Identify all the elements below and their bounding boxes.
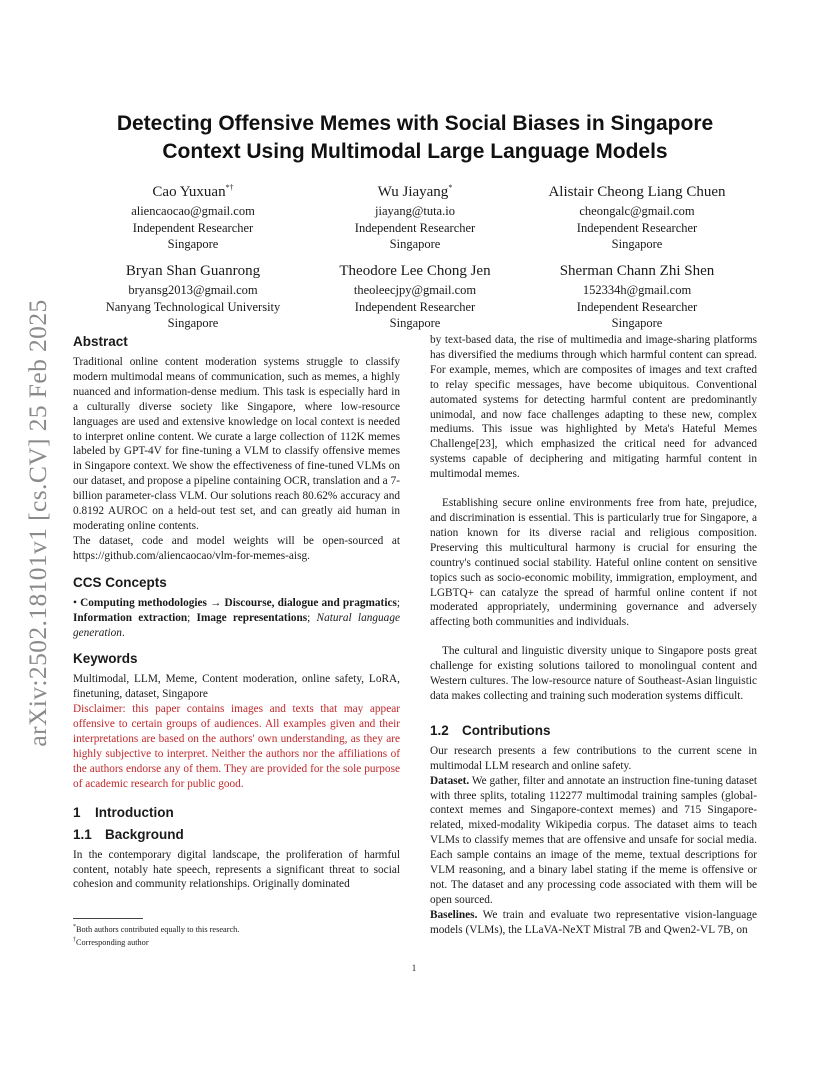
keywords-text: Multimodal, LLM, Meme, Content moderation, online safety, LoRA, finetuning, dataset, Singapore	[73, 673, 400, 701]
ccs-term: Computing methodologies	[80, 596, 207, 609]
arxiv-identifier-text: arXiv:2502.18101v1 [cs.CV] 25 Feb 2025	[23, 298, 52, 747]
baselines-paragraph	[430, 908, 757, 938]
author-affiliation: Nanyang Technological University	[105, 299, 281, 314]
ccs-term: Discourse, dialogue and pragmatics	[224, 596, 397, 609]
keywords-heading: Keywords	[73, 651, 138, 667]
footnote-mark: *	[73, 924, 76, 930]
author-affiliation: Independent Researcher	[354, 220, 476, 235]
background-paragraph-3: The cultural and linguistic diversity unique to Singapore posts great challenge for existing solutions tailored to monolingual content and Western cultures. The low-resource nature of Southeast-Asian linguistic data makes collecting and training such moderation systems difficult.	[430, 645, 757, 702]
author-email[interactable]: 152334h@gmail.com	[582, 283, 692, 297]
author-email[interactable]: cheongalc@gmail.com	[579, 204, 695, 218]
subsection-title: Background	[105, 826, 184, 842]
left-column	[73, 333, 400, 892]
footnote-corresponding-author	[73, 935, 400, 948]
baselines-label: Baselines.	[430, 908, 478, 921]
subsection-number: 1.1	[73, 826, 92, 842]
author-name: Sherman Chann Zhi Shen	[559, 263, 715, 279]
background-paragraph-2: Establishing secure online environments free from hate, prejudice, and discrimination is essential. This is particularly true for Singapore, a nation known for its diverse racial and religious composition. Preserving this multicultural harmony is crucial for ensuring the country's continued social stability. Hateful online content on sensitive topics such as socio-economic mobility, immigration, employment, and LGBTQ+ can catalyze the spread of harmful online content if not moderated appropriately, undermining governance and adversely affecting both communities and individuals.	[430, 497, 757, 629]
author-affiliation: Independent Researcher	[576, 299, 698, 314]
disclaimer-text: Disclaimer: this paper contains images and texts that may appear offensive to certain groups of audiences. All examples given and their interpretations are based on the authors' own understanding, as they are highly subjective to interpret. Neither the authors nor the affiliations of the authors endorse any of them. They are provided for the sole purpose of academic research for public good.	[73, 703, 400, 790]
paper-title	[90, 110, 740, 166]
author-country: Singapore	[611, 316, 663, 330]
subsection-number: 1.2	[430, 722, 449, 738]
author-country: Singapore	[167, 237, 219, 251]
author-name: Cao Yuxuan	[152, 184, 226, 200]
author-card	[302, 256, 528, 332]
author-country: Singapore	[389, 237, 441, 251]
author-name: Bryan Shan Guanrong	[125, 263, 261, 279]
author-mark: *	[448, 183, 453, 192]
footnotes	[73, 918, 400, 948]
ccs-concepts	[73, 596, 400, 641]
author-card	[80, 177, 306, 253]
author-name: Wu Jiayang	[377, 184, 449, 200]
dataset-paragraph	[430, 774, 757, 908]
dataset-text: We gather, filter and annotate an instruction fine-tuning dataset with three splits, totaling 112277 multimodal training samples (global-context memes and Singapore-context memes) and 715 Singapore-related, mixed-modality Wikipedia corpus. The dataset aims to teach VLMs to classify memes that are offensive and unsafe for social media. Each sample contains an image of the meme, textual descriptions for VLM reasoning, and a binary label stating if the meme is offensive or not. The dataset and any processing code associated with them will be open sourced.	[430, 774, 757, 906]
author-country: Singapore	[611, 237, 663, 251]
arxiv-identifier	[18, 285, 58, 760]
ccs-arrow: →	[210, 596, 222, 609]
ccs-separator: ;	[187, 611, 197, 624]
right-column	[430, 333, 757, 938]
ccs-term: Information extraction	[73, 611, 188, 624]
abstract-paragraph: Traditional online content moderation systems struggle to classify modern multimodal means of communication, such as memes, a highly nuanced and information-dense medium. This task is especially hard in a culturally diverse society like Singapore, where low-resource languages are used and extensive knowledge on local context is needed to interpret online content. We curate a large collection of 112K memes labeled by GPT-4V for fine-tuning a VLM to classify offensive memes in Singapore context. We show the effectiveness of fine-tuned VLMs on our dataset, and propose a pipeline containing OCR, translation and a 7-billion parameter-class VLM. Our solutions reach 80.62% accuracy and 0.8192 AUROC on a held-out test set, and can greatly aid human in moderating online contents.	[73, 356, 400, 532]
section-title: Introduction	[95, 804, 174, 820]
abstract-availability: The dataset, code and model weights will be open-sourced at https://github.com/aliencaocao/vlm-for-memes-aisg.	[73, 534, 400, 562]
background-continued-paragraph: by text-based data, the rise of multimedia and image-sharing platforms has diversified the mediums through which harmful content can spread. For example, memes, which are composites of images and text crafted to relay specific messages, have become ubiquitous. Conventional automated systems for detecting harmful content are predominantly unimodal, and now face challenges adapting to these new, complex mediums. This issue was highlighted by Meta's Hateful Memes Challenge[23], which emphasized the critical need for advanced systems capable of deciphering and mitigating harmful content in multimodal memes.	[430, 334, 757, 481]
author-country: Singapore	[167, 316, 219, 330]
dataset-label: Dataset.	[430, 774, 470, 787]
title-line-1: Detecting Offensive Memes with Social Biases in Singapore	[116, 112, 714, 135]
ccs-separator: ;	[396, 596, 401, 609]
author-email[interactable]: bryansg2013@gmail.com	[128, 283, 258, 297]
page-number: 1	[411, 963, 417, 973]
background-heading	[73, 826, 400, 844]
author-affiliation: Independent Researcher	[132, 220, 254, 235]
ccs-end: .	[121, 626, 125, 639]
ccs-separator: ;	[307, 611, 317, 624]
ccs-term: Natural language generation	[73, 611, 400, 639]
author-country: Singapore	[389, 316, 441, 330]
footnote-text: Both authors contributed equally to this research.	[76, 924, 240, 934]
author-card	[80, 256, 306, 332]
introduction-heading	[73, 804, 400, 822]
ccs-bullet: •	[73, 596, 77, 609]
footnote-text: Corresponding author	[76, 937, 149, 947]
footnote-equal-contribution	[73, 922, 400, 935]
author-mark: *†	[225, 183, 234, 192]
abstract-heading: Abstract	[73, 334, 128, 349]
author-name: Alistair Cheong Liang Chuen	[548, 184, 726, 200]
author-email[interactable]: jiayang@tuta.io	[375, 204, 455, 218]
subsection-title: Contributions	[462, 722, 551, 738]
author-card	[524, 177, 750, 253]
author-name: Theodore Lee Chong Jen	[339, 263, 491, 279]
author-affiliation: Independent Researcher	[576, 220, 698, 235]
ccs-term: Image representations	[196, 611, 308, 624]
author-card	[302, 177, 528, 253]
author-email[interactable]: aliencaocao@gmail.com	[131, 204, 255, 218]
contributions-heading	[430, 722, 757, 740]
author-affiliation: Independent Researcher	[354, 299, 476, 314]
footnote-mark: †	[73, 936, 76, 943]
title-line-2: Context Using Multimodal Large Language Models	[162, 140, 668, 163]
footnote-rule	[73, 918, 143, 919]
contributions-intro: Our research presents a few contributions to the current scene in multimodal LLM research and online safety.	[430, 744, 757, 772]
author-email[interactable]: theoleecjpy@gmail.com	[353, 283, 477, 297]
author-card	[524, 256, 750, 332]
ccs-heading: CCS Concepts	[73, 574, 167, 590]
section-number: 1	[73, 804, 81, 820]
baselines-text: We train and evaluate two representative vision-language models (VLMs), the LLaVA-NeXT Mistral 7B and Qwen2-VL 7B, on	[430, 908, 757, 936]
background-paragraph: In the contemporary digital landscape, the proliferation of harmful content, notably hate speech, represents a significant threat to social cohesion and community relationships. Originally dominated	[73, 848, 400, 891]
